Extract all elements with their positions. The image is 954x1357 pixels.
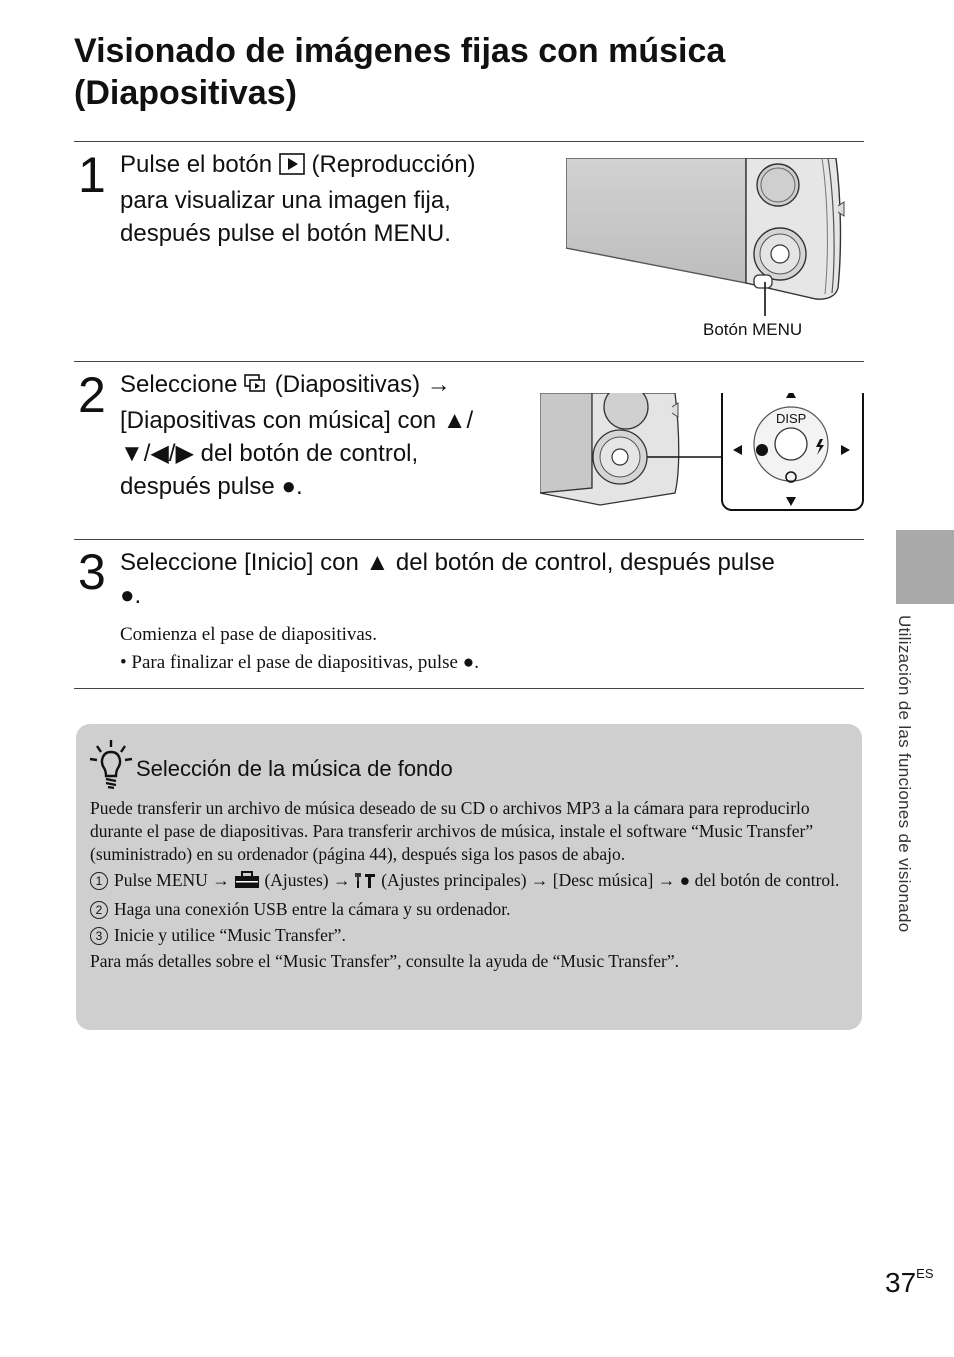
play-icon <box>279 151 305 184</box>
menu-button-caption: Botón MENU <box>703 320 803 339</box>
step-1-number: 1 <box>78 147 106 203</box>
tip-step-1: 1 Pulse MENU → (Ajustes) → (Ajustes principales) → [Desc música] → ● del botón de control. <box>90 869 855 895</box>
hint-lightbulb-icon <box>88 738 134 790</box>
wrench-settings-icon <box>355 871 377 895</box>
page-number: $37^{ES}$ <box>885 1266 934 1298</box>
toolbox-icon <box>234 871 260 895</box>
step-3-text: Seleccione [Inicio] con ▲ del botón de control, después pulse ●. <box>120 549 775 609</box>
section-side-label: Utilización de las funciones de visionado <box>895 615 914 933</box>
tip-outro: Para más detalles sobre el “Music Transfer”, consulte la ayuda de “Music Transfer”. <box>90 951 680 971</box>
page-title <box>74 30 874 114</box>
tip-body <box>90 797 855 973</box>
step-2-number: 2 <box>78 367 106 423</box>
divider <box>74 361 864 362</box>
slideshow-icon <box>244 371 268 404</box>
step-1-text: Pulse el botón (Reproducción) para visualizar una imagen fija, después pulse el botón MENU. <box>120 151 476 247</box>
title-line-2: (Diapositivas) <box>74 74 297 112</box>
camera-back-illustration <box>566 158 846 318</box>
disp-label: DISP <box>776 411 807 426</box>
divider <box>74 539 864 540</box>
title-line-1: Visionado de imágenes fijas con música <box>74 32 726 70</box>
section-tab <box>896 530 954 604</box>
divider <box>74 688 864 689</box>
tip-intro: Puede transferir un archivo de música deseado de su CD o archivos MP3 a la cámara para reproducirlo durante el pase de diapositivas. Para transferir archivos de música, instale el software “Music Transfer” (suministrado) en su ordenador (página 44), después siga los pasos de abajo. <box>90 798 814 864</box>
tip-step-3: 3 Inicie y utilice “Music Transfer”. <box>90 924 855 947</box>
divider <box>74 141 864 142</box>
tip-title: Selección de la música de fondo <box>136 756 453 781</box>
control-button-illustration <box>540 393 865 513</box>
step-3-body: Comienza el pase de diapositivas. • Para finalizar el pase de diapositivas, pulse ●. <box>120 624 479 673</box>
tip-step-2: 2 Haga una conexión USB entre la cámara y su ordenador. <box>90 898 855 921</box>
step-3-number: 3 <box>78 544 106 600</box>
step-2-text: Seleccione (Diapositivas) → [Diapositivas con música] con ▲/ ▼/◀/▶ del botón de control, después pulse ●. <box>120 371 474 500</box>
